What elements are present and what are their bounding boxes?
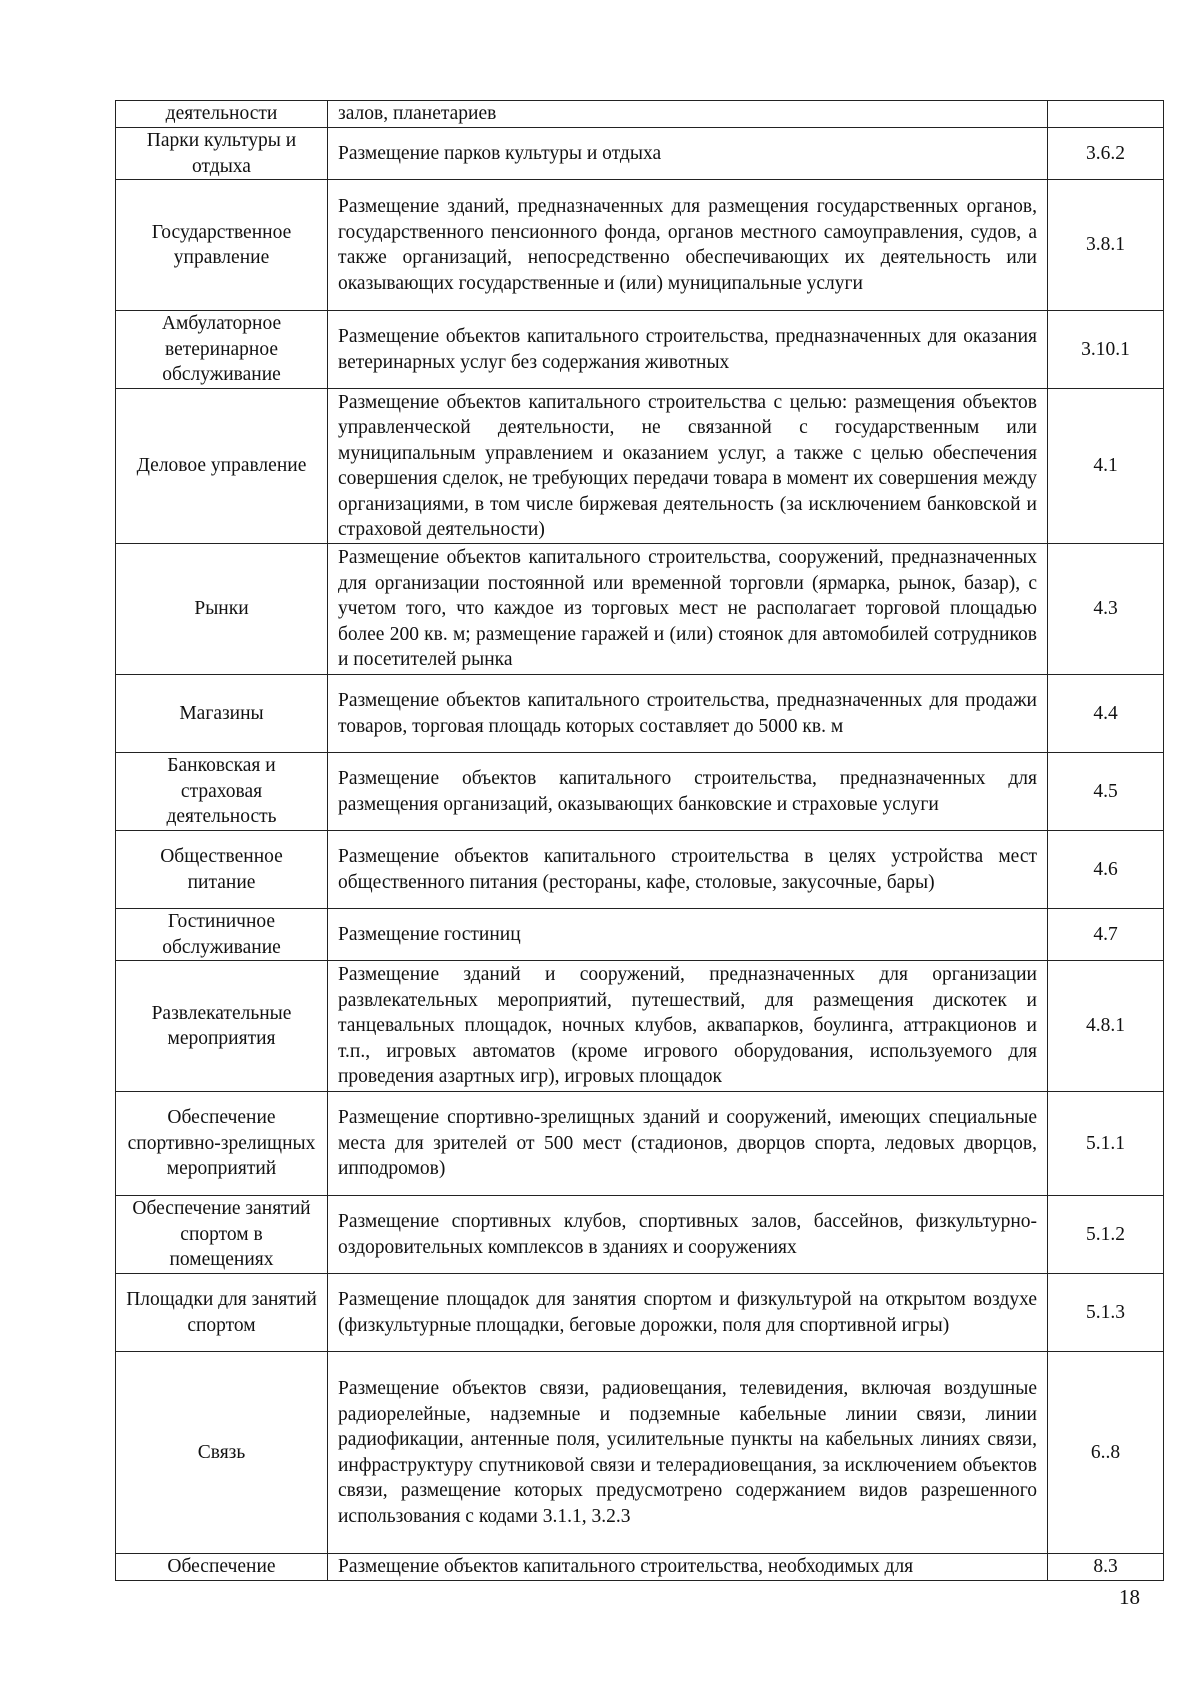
- use-type-name: Гостиничное обслуживание: [116, 909, 328, 961]
- use-type-code: 3.8.1: [1048, 180, 1164, 311]
- use-type-name: Общественное питание: [116, 831, 328, 909]
- table-row: [116, 675, 1164, 753]
- use-type-name: Обеспечение спортивно-зрелищных мероприятий: [116, 1092, 328, 1196]
- table-row: [116, 1352, 1164, 1554]
- use-type-description: Размещение объектов капитального строительства в целях устройства мест общественного питания (рестораны, кафе, столовые, закусочные, бары): [328, 831, 1048, 909]
- use-type-code: 3.6.2: [1048, 128, 1164, 180]
- table-row: [116, 909, 1164, 961]
- use-type-name: Государственное управление: [116, 180, 328, 311]
- table-row: [116, 1196, 1164, 1274]
- use-type-code: 4.1: [1048, 389, 1164, 544]
- use-type-description: Размещение объектов капитального строительства, предназначенных для оказания ветеринарных услуг без содержания животных: [328, 311, 1048, 389]
- use-type-name: Рынки: [116, 544, 328, 675]
- use-type-name: Связь: [116, 1352, 328, 1554]
- use-type-name: Развлекательные мероприятия: [116, 961, 328, 1092]
- use-type-description: Размещение парков культуры и отдыха: [328, 128, 1048, 180]
- use-type-name: Амбулаторное ветеринарное обслуживание: [116, 311, 328, 389]
- use-type-description: Размещение зданий и сооружений, предназначенных для организации развлекательных мероприятий, путешествий, для размещения дискотек и танцевальных площадок, ночных клубов, аквапарков, боулинга, аттракционов и т.п., игровых автоматов (кроме игрового оборудования, используемого для проведения азартных игр), игровых площадок: [328, 961, 1048, 1092]
- table-row: [116, 311, 1164, 389]
- use-type-description: Размещение спортивно-зрелищных зданий и сооружений, имеющих специальные места для зрителей от 500 мест (стадионов, дворцов спорта, ледовых дворцов, ипподромов): [328, 1092, 1048, 1196]
- use-type-description: Размещение объектов капитального строительства, сооружений, предназначенных для организации постоянной или временной торговли (ярмарка, рынок, базар), с учетом того, что каждое из торговых мест не располагает торговой площадью более 200 кв. м; размещение гаражей и (или) стоянок для автомобилей сотрудников и посетителей рынка: [328, 544, 1048, 675]
- use-type-name: Площадки для занятий спортом: [116, 1274, 328, 1352]
- use-type-code: 5.1.2: [1048, 1196, 1164, 1274]
- use-type-name: Магазины: [116, 675, 328, 753]
- use-type-code: 8.3: [1048, 1554, 1164, 1581]
- page-number: 18: [1119, 1585, 1140, 1609]
- use-type-description: Размещение объектов связи, радиовещания, телевидения, включая воздушные радиорелейные, надземные и подземные кабельные линии связи, линии радиофикации, антенные поля, усилительные пункты на кабельных линиях связи, инфраструктуру спутниковой связи и телерадиовещания, за исключением объектов связи, размещение которых предусмотрено содержанием видов разрешенного использования с кодами 3.1.1, 3.2.3: [328, 1352, 1048, 1554]
- use-type-name: Деловое управление: [116, 389, 328, 544]
- use-type-code: 4.8.1: [1048, 961, 1164, 1092]
- table-row: [116, 180, 1164, 311]
- table-row: [116, 961, 1164, 1092]
- use-type-description: залов, планетариев: [328, 101, 1048, 128]
- table-row: [116, 128, 1164, 180]
- table-row: [116, 1274, 1164, 1352]
- use-type-code: [1048, 101, 1164, 128]
- use-type-description: Размещение объектов капитального строительства, необходимых для: [328, 1554, 1048, 1581]
- use-type-description: Размещение объектов капитального строительства с целью: размещения объектов управленческой деятельности, не связанной с государственным или муниципальным управлением и оказанием услуг, а также с целью обеспечения совершения сделок, не требующих передачи товара в момент их совершения между организациями, в том числе биржевая деятельность (за исключением банковской и страховой деятельности): [328, 389, 1048, 544]
- table-row: [116, 753, 1164, 831]
- use-type-code: 6..8: [1048, 1352, 1164, 1554]
- table-body: [116, 101, 1164, 1581]
- use-type-code: 5.1.1: [1048, 1092, 1164, 1196]
- use-type-description: Размещение зданий, предназначенных для размещения государственных органов, государственного пенсионного фонда, органов местного самоуправления, судов, а также организаций, непосредственно обеспечивающих их деятельность или оказывающих государственные и (или) муниципальные услуги: [328, 180, 1048, 311]
- table-row: [116, 1554, 1164, 1581]
- table-row: [116, 101, 1164, 128]
- table-row: [116, 544, 1164, 675]
- use-type-name: Обеспечение: [116, 1554, 328, 1581]
- use-type-code: 5.1.3: [1048, 1274, 1164, 1352]
- land-use-table: [115, 100, 1164, 1581]
- use-type-name: Банковская и страховая деятельность: [116, 753, 328, 831]
- use-type-description: Размещение гостиниц: [328, 909, 1048, 961]
- use-type-name: деятельности: [116, 101, 328, 128]
- use-type-code: 4.7: [1048, 909, 1164, 961]
- table-row: [116, 831, 1164, 909]
- use-type-code: 4.5: [1048, 753, 1164, 831]
- table-row: [116, 1092, 1164, 1196]
- use-type-name: Парки культуры и отдыха: [116, 128, 328, 180]
- use-type-code: 4.6: [1048, 831, 1164, 909]
- table-row: [116, 389, 1164, 544]
- use-type-code: 4.3: [1048, 544, 1164, 675]
- use-type-description: Размещение объектов капитального строительства, предназначенных для продажи товаров, торговая площадь которых составляет до 5000 кв. м: [328, 675, 1048, 753]
- use-type-code: 3.10.1: [1048, 311, 1164, 389]
- use-type-code: 4.4: [1048, 675, 1164, 753]
- use-type-description: Размещение площадок для занятия спортом и физкультурой на открытом воздухе (физкультурные площадки, беговые дорожки, поля для спортивной игры): [328, 1274, 1048, 1352]
- use-type-description: Размещение объектов капитального строительства, предназначенных для размещения организаций, оказывающих банковские и страховые услуги: [328, 753, 1048, 831]
- use-type-description: Размещение спортивных клубов, спортивных залов, бассейнов, физкультурно-оздоровительных комплексов в зданиях и сооружениях: [328, 1196, 1048, 1274]
- use-type-name: Обеспечение занятий спортом в помещениях: [116, 1196, 328, 1274]
